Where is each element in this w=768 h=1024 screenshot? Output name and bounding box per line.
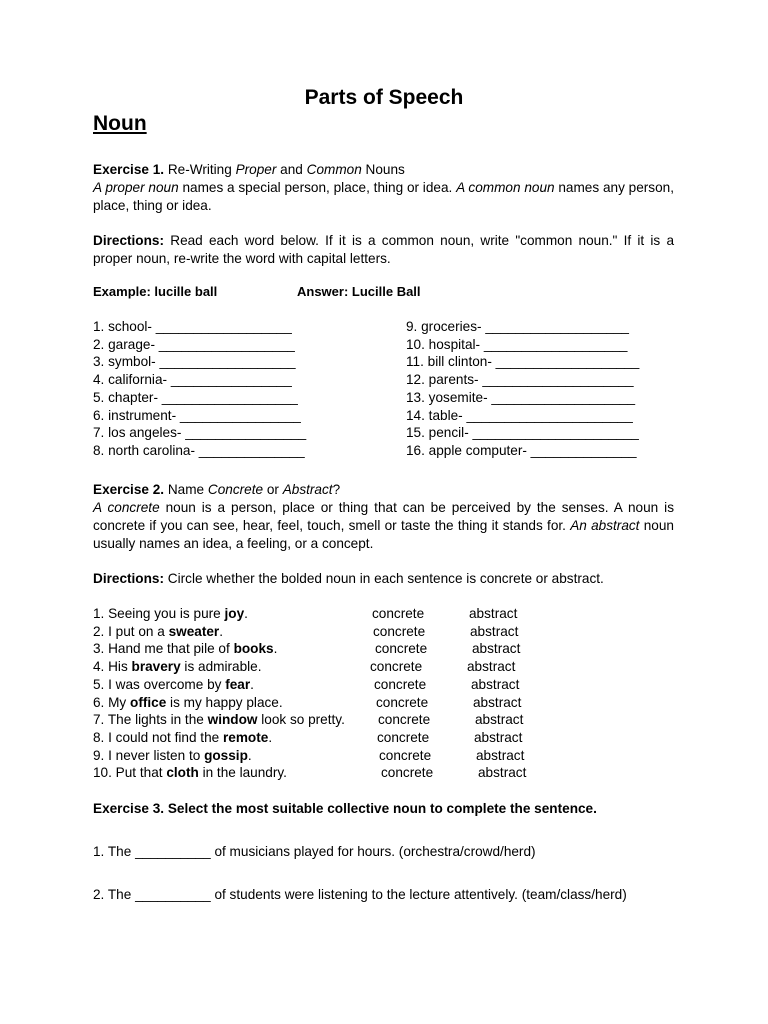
exercise1-left-item: 8. north carolina- ______________ [93, 442, 305, 458]
exercise1-left-item: 6. instrument- ________________ [93, 407, 301, 423]
choice-abstract[interactable]: abstract [469, 606, 518, 621]
choice-abstract[interactable]: abstract [470, 623, 519, 639]
choice-abstract[interactable]: abstract [476, 747, 525, 763]
choice-abstract[interactable]: abstract [467, 659, 516, 675]
exercise1-directions [93, 232, 674, 268]
bolded-noun: gossip [204, 747, 248, 763]
bolded-noun: joy [224, 606, 245, 621]
exercise2-sentence [93, 694, 283, 712]
choice-abstract[interactable]: abstract [474, 729, 523, 745]
sentence-text: . [244, 606, 248, 621]
sentence-text: 5. I was overcome by [93, 676, 226, 692]
sentence-text: look so pretty. [257, 712, 345, 728]
exercise1-heading-text: Re-Writing [167, 162, 236, 177]
sentence-text: in the laundry. [198, 765, 287, 781]
choice-concrete[interactable]: concrete [370, 659, 423, 675]
choice-concrete[interactable]: concrete [373, 623, 426, 639]
exercise2-heading-text: Name [167, 482, 208, 497]
exercise3-item-2: 2. The __________ of students were listening to the lecture attentively. (team/class/herd) [93, 887, 627, 902]
exercise2-label: Exercise 2. [93, 482, 165, 497]
exercise1-right-item: 15. pencil- ______________________ [406, 425, 639, 441]
sentence-text: 2. I put on a [93, 623, 169, 639]
page-title: Parts of Speech [304, 86, 464, 109]
choice-concrete[interactable]: concrete [377, 729, 430, 745]
exercise2-sentence [93, 764, 287, 782]
choice-concrete[interactable]: concrete [372, 606, 425, 621]
exercise2-directions [93, 570, 674, 588]
bolded-noun: window [207, 712, 258, 728]
sentence-text: 8. I could not find the [93, 729, 223, 745]
exercise1-heading-and: and [276, 162, 307, 177]
def-concrete: A concrete [93, 500, 160, 515]
exercise2-sentence [93, 605, 248, 623]
exercise1-right-item: 11. bill clinton- ___________________ [406, 354, 640, 370]
def-proper-text: names a special person, place, thing or idea. [178, 180, 457, 195]
exercise1-left-item: 2. garage- __________________ [93, 336, 295, 352]
exercise1-heading [93, 161, 674, 179]
exercise1-left-item: 1. school- __________________ [93, 319, 292, 334]
bolded-noun: fear [225, 676, 251, 692]
bolded-noun: sweater [168, 623, 220, 639]
exercise1-right-item: 14. table- ______________________ [406, 407, 633, 423]
sentence-text: . [247, 747, 252, 763]
exercise2-heading-concrete: Concrete [207, 482, 264, 497]
sentence-text: is my happy place. [166, 694, 283, 710]
directions2-label: Directions: [93, 571, 165, 586]
sentence-text: 10. Put that [93, 765, 167, 781]
exercise1-heading-proper: Proper [235, 162, 277, 177]
exercise1-right-item: 10. hospital- ___________________ [406, 336, 628, 352]
sentence-text: 1. Seeing you is pure [93, 606, 225, 621]
bolded-noun: bravery [131, 659, 181, 675]
exercise1-left-item: 7. los angeles- ________________ [93, 425, 307, 441]
sentence-text: . [268, 729, 273, 745]
def-common-text: names any person, place, thing or idea. [93, 180, 674, 213]
choice-abstract[interactable]: abstract [471, 676, 520, 692]
def-concrete-text: noun is a person, place or thing that can be perceived by the senses. A noun is concrete if you can see, hear, feel, touch, smell or taste the thing it stands for. [93, 500, 674, 533]
def-common-noun: A common noun [456, 180, 555, 195]
choice-abstract[interactable]: abstract [478, 765, 527, 781]
choice-concrete[interactable]: concrete [374, 676, 427, 692]
sentence-text: 9. I never listen to [93, 747, 205, 763]
exercise3-item-1: 1. The __________ of musicians played for hours. (orchestra/crowd/herd) [93, 844, 536, 859]
answer-label: Answer: Lucille Ball [297, 284, 421, 299]
sentence-text: . [273, 641, 278, 657]
section-heading-noun: Noun [93, 112, 147, 135]
directions-text: Read each word below. If it is a common noun, write "common noun." If it is a proper noun, re-write the word with capital letters. [93, 233, 674, 266]
sentence-text: . [250, 676, 254, 692]
exercise1-right-item: 16. apple computer- ______________ [406, 442, 637, 458]
exercise1-left-item: 5. chapter- __________________ [93, 389, 298, 405]
sentence-text: 3. Hand me that pile of [93, 641, 234, 657]
exercise3-heading-text: Exercise 3. Select the most suitable collective noun to complete the sentence. [93, 801, 597, 816]
exercise2-definition [93, 499, 674, 553]
exercise2-sentence [93, 729, 272, 747]
exercise2-sentence [93, 640, 277, 658]
def-abstract-text: noun usually names an idea, a feeling, or a concept. [93, 518, 674, 551]
answer-text [297, 283, 421, 301]
exercise2-sentence [93, 658, 262, 676]
bolded-noun: books [233, 641, 274, 657]
example-label: Example: lucille ball [93, 284, 218, 299]
exercise1-right-item: 9. groceries- ___________________ [406, 319, 629, 334]
exercise2-heading-q: ? [332, 482, 341, 497]
exercise1-heading-common: Common [306, 162, 362, 177]
exercise2-heading [93, 481, 674, 499]
exercise1-label: Exercise 1. [93, 162, 165, 177]
choice-concrete[interactable]: concrete [379, 747, 432, 763]
exercise2-sentence [93, 747, 252, 765]
exercise2-sentence [93, 676, 254, 694]
choice-concrete[interactable]: concrete [381, 765, 434, 781]
exercise1-heading-nouns: Nouns [361, 162, 405, 177]
exercise3-heading [93, 800, 674, 818]
example-text [93, 283, 217, 301]
exercise1-right-item: 13. yosemite- ___________________ [406, 389, 636, 405]
directions2-text: Circle whether the bolded noun in each sentence is concrete or abstract. [164, 571, 604, 586]
directions-label: Directions: [93, 233, 165, 248]
bolded-noun: office [130, 694, 167, 710]
exercise1-left-item: 3. symbol- __________________ [93, 354, 296, 370]
exercise1-right-item: 12. parents- ____________________ [406, 372, 634, 388]
def-proper-noun: A proper noun [93, 180, 179, 195]
sentence-text: is admirable. [180, 659, 262, 675]
exercise1-left-item: 4. california- ________________ [93, 372, 292, 388]
bolded-noun: remote [222, 729, 269, 745]
exercise2-heading-abstract: Abstract [282, 482, 333, 497]
exercise1-definition [93, 179, 674, 215]
sentence-text: 6. My [93, 694, 131, 710]
exercise2-sentence [93, 711, 345, 729]
choice-concrete[interactable]: concrete [378, 712, 431, 728]
choice-abstract[interactable]: abstract [475, 712, 524, 728]
choice-abstract[interactable]: abstract [472, 641, 521, 657]
def-abstract: An abstract [570, 518, 640, 533]
exercise2-sentence [93, 623, 223, 641]
bolded-noun: cloth [166, 765, 199, 781]
sentence-text: 7. The lights in the [93, 712, 208, 728]
sentence-text: 4. His [93, 659, 132, 675]
choice-concrete[interactable]: concrete [376, 694, 429, 710]
choice-abstract[interactable]: abstract [473, 694, 522, 710]
choice-concrete[interactable]: concrete [375, 641, 428, 657]
exercise2-heading-or: or [263, 482, 283, 497]
sentence-text: . [219, 623, 223, 639]
